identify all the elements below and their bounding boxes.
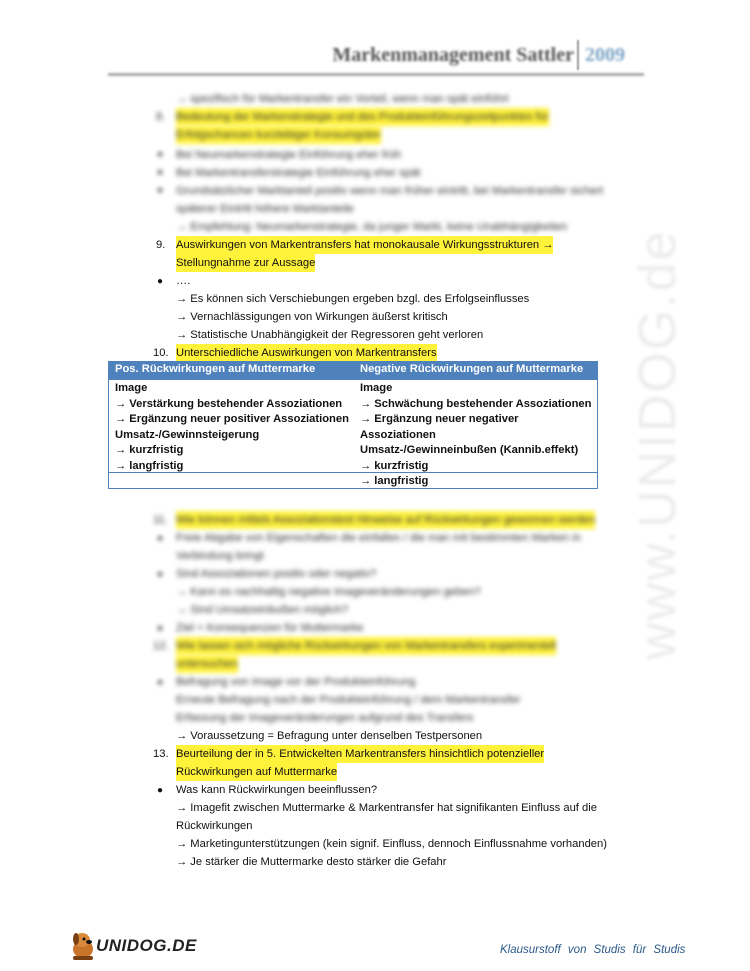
item-9-arrow-3: → Statistische Unabhängigkeit der Regressoren geht verloren <box>176 329 484 341</box>
footer-logo[interactable]: UNIDOG.DE <box>96 936 197 955</box>
footer-tagline: Klausurstoff von Studis für Studis <box>500 944 686 956</box>
table-cell: → langfristig <box>360 475 429 487</box>
item-13-arrow-2: → Marketingunterstützungen (kein signif. Einfluss, dennoch Einflussnahme vorhanden) <box>176 838 607 850</box>
table-cell: Image <box>115 382 148 394</box>
item-number: 10. <box>153 347 169 359</box>
blurred-bullet: Bei Markentransferstrategie Einführung eher spät <box>176 167 421 179</box>
item-13-arrow-1: → Imagefit zwischen Muttermarke & Markentransfer hat signifikanten Einfluss auf die <box>176 802 597 814</box>
table-header-row <box>109 362 597 380</box>
bullet-icon: ● <box>157 623 164 634</box>
item-9-heading: Auswirkungen von Markentransfers hat monokausale Wirkungsstrukturen → <box>176 236 553 254</box>
table-column-positive <box>115 381 349 474</box>
item-11-heading: Wie können mittels Assoziationstest Hinweise auf Rückwirkungen gewonnen werden <box>176 511 595 529</box>
table-header-positive: Pos. Rückwirkungen auf Muttermarke <box>115 363 316 375</box>
table-cell: Image <box>360 382 393 394</box>
blurred-bullet: Freie Abgabe von Eigenschaften die einfallen / die man mit bestimmten Marken in <box>176 532 581 544</box>
table-column-negative <box>360 381 597 490</box>
blurred-bullet-cont: Erfassung der Imageveränderungen aufgrund des Transfers <box>176 712 474 724</box>
item-9-arrow-2: → Vernachlässigungen von Wirkungen äußerst kritisch <box>176 311 448 323</box>
item-number: 12. <box>153 640 169 652</box>
blurred-bullet-cont: Erneute Befragung nach der Produkteinführung / dem Markentransfer <box>176 694 521 706</box>
item-12-heading: Wie lassen sich mögliche Rückwirkungen von Markentransfers experimentell <box>176 637 556 655</box>
item-9-arrow-1: → Es können sich Verschiebungen ergeben bzgl. des Erfolgseinflusses <box>176 293 530 305</box>
table-cell: → Ergänzung neuer negativer Assoziationen <box>360 413 519 441</box>
table-cell: Umsatz-/Gewinneinbußen (Kannib.effekt) <box>360 444 579 456</box>
bullet-icon: ● <box>157 149 164 160</box>
item-9-bullet: …. <box>176 275 191 287</box>
blurred-bullet: Befragung von Image vor der Produkteinführung <box>176 676 416 688</box>
item-13-arrow-1-cont: Rückwirkungen <box>176 820 253 832</box>
blurred-bullet-cont: späterer Eintritt höhere Marktanteile <box>176 203 354 215</box>
table-cell: → kurzfristig <box>360 459 429 472</box>
bullet-icon: ● <box>157 533 164 544</box>
table-cell: Umsatz-/Gewinnsteigerung <box>115 428 260 441</box>
blurred-bullet: Bei Neumarkenstrategie Einführung eher früh <box>176 149 402 161</box>
item-9-heading-cont: Stellungnahme zur Aussage <box>176 254 315 272</box>
blurred-bullet-cont: Verbindung bringt <box>176 550 264 562</box>
table-cell: → Verstärkung bestehender Assoziationen <box>115 397 343 410</box>
item-number: 11. <box>153 514 168 526</box>
item-number: 9. <box>156 239 166 251</box>
dog-mascot-icon <box>68 929 98 961</box>
blurred-bullet: Sind Assoziationen positiv oder negativ? <box>176 568 377 580</box>
voraussetzung-line: → Voraussetzung = Befragung unter denselben Testpersonen <box>176 730 483 742</box>
item-8-heading-cont: Erfolgschancen kurzlebiger Konsumgüter <box>176 126 381 144</box>
item-13-bullet: Was kann Rückwirkungen beeinflussen? <box>176 784 378 796</box>
blurred-arrow-line: → Empfehlung: Neumarkenstrategie, da junger Markt, keine Unabhängigkeiten <box>176 221 568 233</box>
table-cell: → kurzfristig <box>115 444 184 456</box>
blurred-bullet: Ziel = Konsequenzen für Muttermarke <box>176 622 364 634</box>
bullet-icon: ● <box>157 677 164 688</box>
item-12-heading-cont: untersuchen <box>176 655 238 673</box>
document-header-title: Markenmanagement Sattler <box>332 44 574 66</box>
table-header-negative: Negative Rückwirkungen auf Muttermarke <box>360 363 584 375</box>
item-10-heading: Unterschiedliche Auswirkungen von Markentransfers <box>176 344 437 362</box>
header-divider <box>577 40 579 70</box>
watermark: www.UNIDOG.de <box>629 229 687 660</box>
bullet-icon: ● <box>157 276 164 287</box>
item-13-heading: Beurteilung der in 5. Entwickelten Markentransfers hinsichtlich potenzieller <box>176 745 544 763</box>
table-cell: → Schwächung bestehender Assoziationen <box>360 397 592 410</box>
effects-table <box>108 361 598 489</box>
item-13-arrow-3: → Je stärker die Muttermarke desto stärker die Gefahr <box>176 856 447 868</box>
bullet-icon: ● <box>157 785 164 796</box>
item-8-heading: Bedeutung der Markenstrategie und des Produkteinführungszeitpunktes für <box>176 108 549 126</box>
blurred-arrow-line: → Sind Umsatzeinbußen möglich? <box>176 604 349 616</box>
document-header-year: 2009 <box>585 44 625 66</box>
bullet-icon: ● <box>157 569 164 580</box>
item-number: 8. <box>156 111 166 123</box>
table-empty-row-divider <box>109 472 597 473</box>
item-number: 13. <box>153 748 169 760</box>
blurred-bullet: Grundsätzlicher Marktanteil positiv wenn man früher eintritt, bei Markentransfer sichert <box>176 185 604 197</box>
blurred-arrow-line: → Kann es nachhaltig negative Imageveränderungen geben? <box>176 586 481 598</box>
blurred-line: → spezifisch für Markentransfer ein Vorteil, wenn man spät einführt <box>176 93 509 105</box>
header-rule <box>108 73 644 76</box>
table-cell: → langfristig <box>115 459 184 472</box>
bullet-icon: ● <box>157 167 164 178</box>
bullet-icon: ● <box>157 185 164 196</box>
item-13-heading-cont: Rückwirkungen auf Muttermarke <box>176 763 337 781</box>
table-cell: → Ergänzung neuer positiver Assoziationen <box>115 413 349 425</box>
